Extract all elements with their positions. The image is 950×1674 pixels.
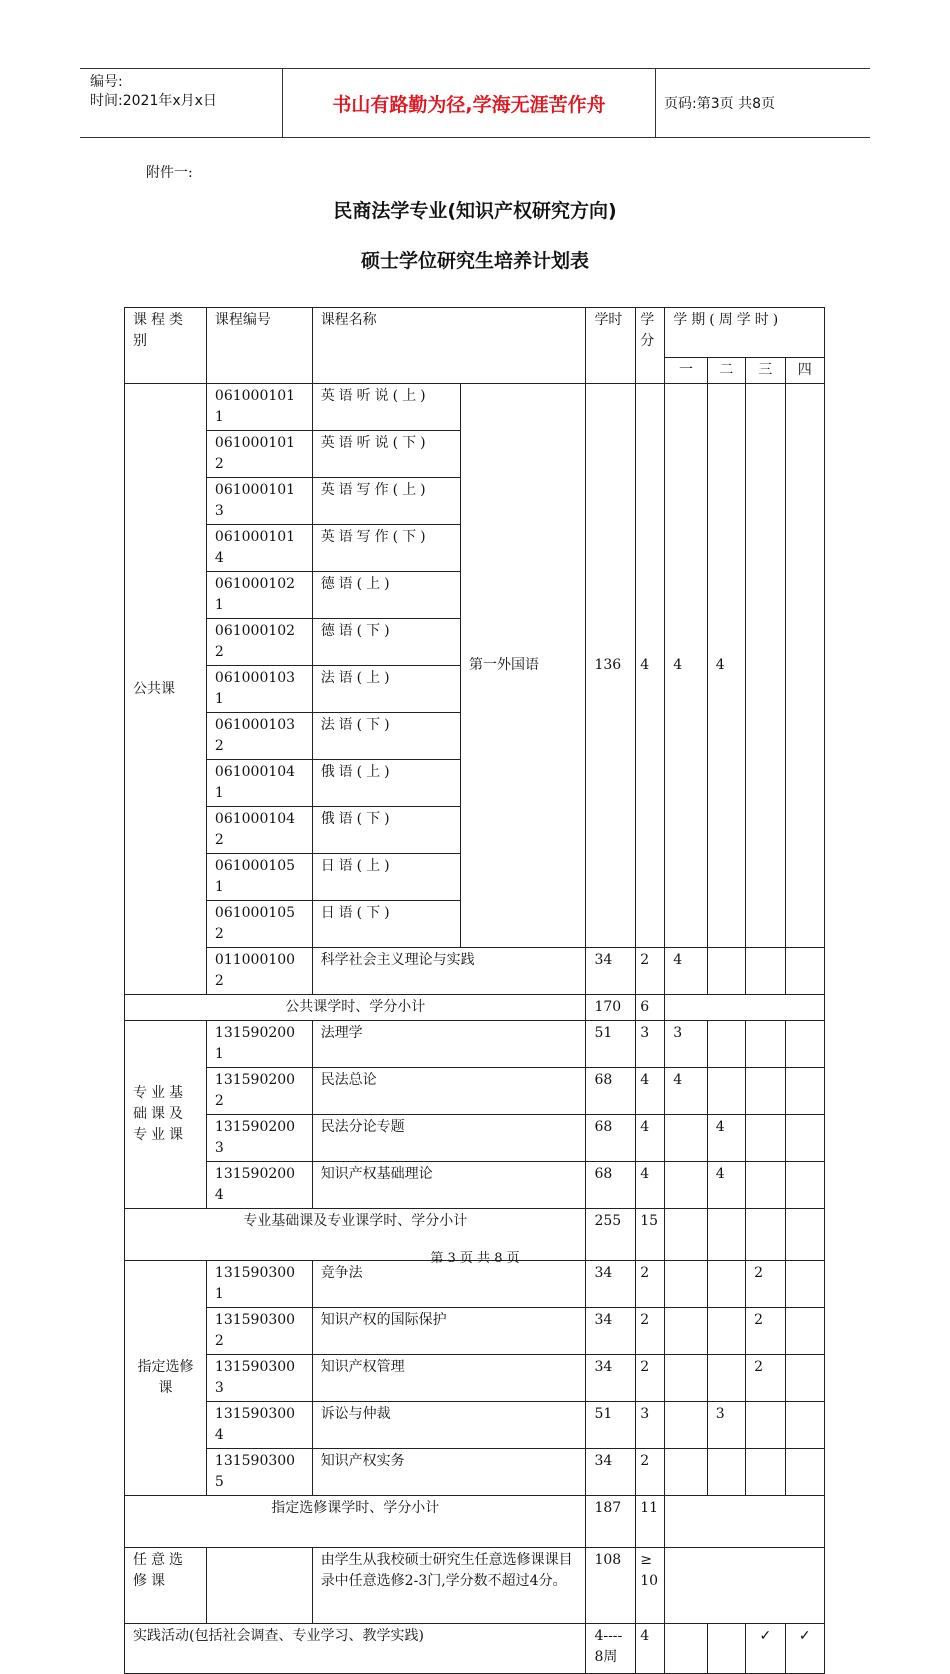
course-sem1 <box>665 1402 708 1449</box>
course-hours: 34 <box>586 1261 636 1308</box>
training-plan-table <box>124 307 825 1674</box>
course-sem2 <box>707 1021 745 1068</box>
course-sem1 <box>665 1261 708 1308</box>
course-name: 诉讼与仲裁 <box>312 1402 586 1449</box>
course-name: 科学社会主义理论与实践 <box>312 948 586 995</box>
course-name: 日语(上) <box>312 854 460 901</box>
table-row <box>125 1308 825 1355</box>
course-hours: 34 <box>586 1449 636 1496</box>
course-hours: 51 <box>586 1021 636 1068</box>
header-name: 课程名称 <box>312 308 586 384</box>
course-hours: 68 <box>586 1068 636 1115</box>
course-code: 1315903002 <box>206 1308 312 1355</box>
course-name: 英语听说(下) <box>312 431 460 478</box>
course-hours: 34 <box>586 1308 636 1355</box>
header-sem1: 一 <box>665 358 708 384</box>
subtotal-hours: 255 <box>586 1209 636 1261</box>
course-code: 0110001002 <box>206 948 312 995</box>
header-semester: 学期(周学时) <box>665 308 825 358</box>
course-code: 1315903003 <box>206 1355 312 1402</box>
elective-category: 指定选修课 <box>125 1261 207 1496</box>
course-sem3: 2 <box>746 1261 785 1308</box>
optional-code <box>206 1548 312 1624</box>
course-credits: 2 <box>636 1308 665 1355</box>
table-row <box>125 384 825 431</box>
course-code: 1315902004 <box>206 1162 312 1209</box>
optional-credits: ≥10 <box>636 1548 665 1624</box>
document-subtitle: 硕士学位研究生培养计划表 <box>360 250 589 272</box>
course-name: 德语(下) <box>312 619 460 666</box>
course-sem4 <box>785 1021 824 1068</box>
time-label: 时间:2021年x月x日 <box>90 93 217 109</box>
subtotal-row <box>125 1496 825 1548</box>
practice-hours: 4----8周 <box>586 1624 636 1674</box>
course-sem4 <box>785 1308 824 1355</box>
course-name: 英语写作(下) <box>312 525 460 572</box>
course-hours: 68 <box>586 1162 636 1209</box>
course-code: 0610001041 <box>206 760 312 807</box>
header-sem3: 三 <box>746 358 785 384</box>
table-row <box>125 1355 825 1402</box>
course-hours: 34 <box>586 1355 636 1402</box>
optional-hours: 108 <box>586 1548 636 1624</box>
foreign-language-label: 第一外国语 <box>460 384 585 948</box>
course-sem1 <box>665 1115 708 1162</box>
subtotal-hours: 170 <box>586 995 636 1021</box>
subtotal-hours: 187 <box>586 1496 636 1548</box>
course-code: 0610001051 <box>206 854 312 901</box>
practice-credits: 4 <box>636 1624 665 1674</box>
practice-sem3-check-icon: ✓ <box>746 1624 785 1674</box>
course-code: 0610001042 <box>206 807 312 854</box>
practice-sem1 <box>665 1624 708 1674</box>
table-header-row <box>125 308 825 358</box>
attachment-label: 附件一: <box>146 165 193 181</box>
course-code: 1315902003 <box>206 1115 312 1162</box>
header-hours: 学时 <box>586 308 636 384</box>
page-footer: 第 3 页 共 8 页 <box>430 1251 520 1266</box>
foreign-sem3 <box>746 384 785 948</box>
header-category: 课程类别 <box>125 308 207 384</box>
subtotal-row <box>125 995 825 1021</box>
course-sem2 <box>707 1261 745 1308</box>
subtotal-credits: 6 <box>636 995 665 1021</box>
course-code: 1315903004 <box>206 1402 312 1449</box>
course-code: 0610001011 <box>206 384 312 431</box>
course-sem4 <box>785 1115 824 1162</box>
course-sem4 <box>785 1355 824 1402</box>
course-code: 0610001022 <box>206 619 312 666</box>
course-credits: 2 <box>636 948 665 995</box>
course-name: 日语(下) <box>312 901 460 948</box>
course-sem2: 3 <box>707 1402 745 1449</box>
course-name: 知识产权实务 <box>312 1449 586 1496</box>
course-hours: 51 <box>586 1402 636 1449</box>
core-category: 专业基础课及专业课 <box>125 1021 207 1209</box>
course-sem1: 3 <box>665 1021 708 1068</box>
table-row <box>125 1261 825 1308</box>
course-code: 0610001032 <box>206 713 312 760</box>
optional-row <box>125 1548 825 1624</box>
practice-sem2 <box>707 1624 745 1674</box>
course-sem2 <box>707 1355 745 1402</box>
course-name: 英语写作(上) <box>312 478 460 525</box>
course-sem4 <box>785 1402 824 1449</box>
course-sem1 <box>665 1355 708 1402</box>
course-sem3 <box>746 1162 785 1209</box>
course-credits: 3 <box>636 1402 665 1449</box>
optional-category: 任意选修课 <box>125 1548 207 1624</box>
table-row <box>125 1115 825 1162</box>
course-sem3 <box>746 1115 785 1162</box>
course-sem2: 4 <box>707 1162 745 1209</box>
course-name: 法语(上) <box>312 666 460 713</box>
course-sem1: 4 <box>665 1068 708 1115</box>
subtotal-credits: 15 <box>636 1209 665 1261</box>
number-label: 编号: <box>90 74 123 90</box>
course-sem1: 4 <box>665 948 708 995</box>
foreign-credits: 4 <box>636 384 665 948</box>
practice-row <box>125 1624 825 1674</box>
header-info <box>80 69 282 137</box>
course-sem1 <box>665 1449 708 1496</box>
course-credits: 3 <box>636 1021 665 1068</box>
subtotal-label: 专业基础课及专业课学时、学分小计 <box>125 1209 586 1261</box>
course-sem3 <box>746 1021 785 1068</box>
course-name: 民法分论专题 <box>312 1115 586 1162</box>
foreign-sem2: 4 <box>707 384 745 948</box>
table-row <box>125 948 825 995</box>
course-credits: 4 <box>636 1115 665 1162</box>
table-row <box>125 1402 825 1449</box>
subtotal-label: 指定选修课学时、学分小计 <box>125 1496 586 1548</box>
course-credits: 4 <box>636 1068 665 1115</box>
course-code: 1315902002 <box>206 1068 312 1115</box>
course-sem3 <box>746 1449 785 1496</box>
course-code: 0610001013 <box>206 478 312 525</box>
subtotal-label: 公共课学时、学分小计 <box>125 995 586 1021</box>
course-sem2 <box>707 948 745 995</box>
course-sem2 <box>707 1308 745 1355</box>
course-credits: 2 <box>636 1261 665 1308</box>
table-row <box>125 1068 825 1115</box>
course-code: 1315903005 <box>206 1449 312 1496</box>
header-sem2: 二 <box>707 358 745 384</box>
course-name: 民法总论 <box>312 1068 586 1115</box>
course-name: 法理学 <box>312 1021 586 1068</box>
page-header <box>80 68 870 138</box>
table-row <box>125 1162 825 1209</box>
course-sem4 <box>785 1261 824 1308</box>
subtotal-semesters <box>665 1496 825 1548</box>
course-name: 知识产权的国际保护 <box>312 1308 586 1355</box>
practice-sem4-check-icon: ✓ <box>785 1624 824 1674</box>
course-hours: 34 <box>586 948 636 995</box>
course-name: 知识产权基础理论 <box>312 1162 586 1209</box>
course-sem2: 4 <box>707 1115 745 1162</box>
course-code: 0610001031 <box>206 666 312 713</box>
header-page-label: 页码:第3页 共8页 <box>664 96 775 112</box>
header-code: 课程编号 <box>206 308 312 384</box>
course-name: 俄语(下) <box>312 807 460 854</box>
course-code: 1315902001 <box>206 1021 312 1068</box>
practice-label: 实践活动(包括社会调查、专业学习、教学实践) <box>125 1624 586 1674</box>
course-sem3: 2 <box>746 1308 785 1355</box>
course-credits: 2 <box>636 1355 665 1402</box>
course-name: 竞争法 <box>312 1261 586 1308</box>
table-row <box>125 1449 825 1496</box>
course-sem3: 2 <box>746 1355 785 1402</box>
course-name: 英语听说(上) <box>312 384 460 431</box>
course-sem4 <box>785 1068 824 1115</box>
subtotal-credits: 11 <box>636 1496 665 1548</box>
course-sem2 <box>707 1449 745 1496</box>
course-name: 知识产权管理 <box>312 1355 586 1402</box>
course-sem3 <box>746 948 785 995</box>
course-code: 0610001052 <box>206 901 312 948</box>
course-sem4 <box>785 1449 824 1496</box>
table-row <box>125 1021 825 1068</box>
foreign-sem4 <box>785 384 824 948</box>
course-sem4 <box>785 1162 824 1209</box>
course-code: 1315903001 <box>206 1261 312 1308</box>
course-sem2 <box>707 1068 745 1115</box>
optional-description: 由学生从我校硕士研究生任意选修课课目录中任意选修2-3门,学分数不超过4分。 <box>312 1548 586 1624</box>
header-motto: 书山有路勤为径,学海无涯苦作舟 <box>282 69 656 137</box>
course-sem1 <box>665 1162 708 1209</box>
course-name: 德语(上) <box>312 572 460 619</box>
course-sem3 <box>746 1402 785 1449</box>
course-name: 俄语(上) <box>312 760 460 807</box>
foreign-hours: 136 <box>586 384 636 948</box>
course-name: 法语(下) <box>312 713 460 760</box>
course-code: 0610001014 <box>206 525 312 572</box>
optional-semesters <box>665 1548 825 1624</box>
course-code: 0610001021 <box>206 572 312 619</box>
header-credits: 学分 <box>636 308 665 384</box>
course-code: 0610001012 <box>206 431 312 478</box>
header-sem4: 四 <box>785 358 824 384</box>
public-category: 公共课 <box>125 384 207 995</box>
course-sem4 <box>785 948 824 995</box>
subtotal-semesters <box>665 995 825 1021</box>
course-hours: 68 <box>586 1115 636 1162</box>
course-sem3 <box>746 1068 785 1115</box>
course-sem1 <box>665 1308 708 1355</box>
course-credits: 4 <box>636 1162 665 1209</box>
foreign-sem1: 4 <box>665 384 708 948</box>
course-credits: 2 <box>636 1449 665 1496</box>
document-title: 民商法学专业(知识产权研究方向) <box>333 200 617 222</box>
